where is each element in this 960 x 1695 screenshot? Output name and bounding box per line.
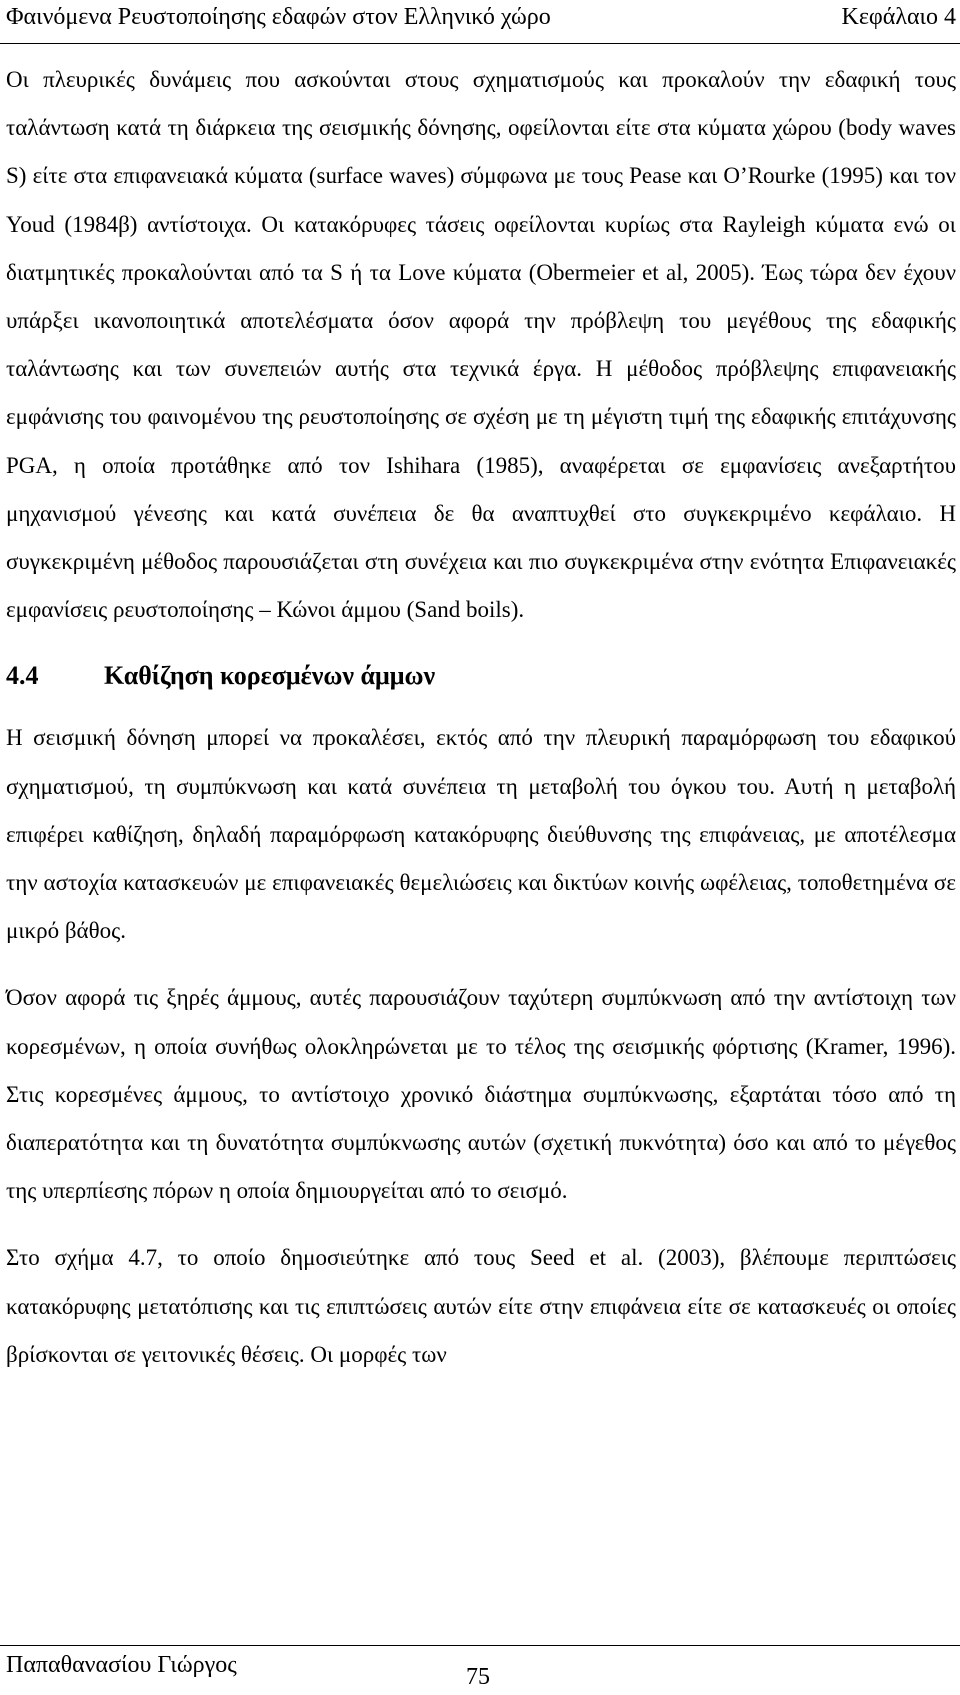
paragraph-figure-reference: Στο σχήμα 4.7, το οποίο δημοσιεύτηκε από τους Seed et al. (2003), βλέπουμε περιπτώσεις κατακόρυφης μετατόπισης και τις επιπτώσεις αυτών είτε στην επιφάνεια είτε σε κατασκευές οι οποίες βρίσκονται σε γειτονικές θέσεις. Οι μορφές των xyxy=(6,1245,956,1367)
footer-author: Παπαθανασίου Γιώργος xyxy=(6,1652,237,1678)
paragraph-gap xyxy=(0,1215,960,1234)
paragraph-lateral-forces: Οι πλευρικές δυνάμεις που ασκούνται στους σχηματισμούς και προκαλούν την εδαφική τους ταλάντωση κατά τη διάρκεια της σεισμικής δόνησης, οφείλονται είτε στα κύματα χώρου (body waves S) είτε στα επιφανειακά κύματα (surface waves) σύμφωνα με τους Pease και O’Rourke (1995) και τον Youd (1984β) αντίστοιχα. Οι κατακόρυφες τάσεις οφείλονται κυρίως στα Rayleigh κύματα ενώ οι διατμητικές προκαλούνται από τα S ή τα Love κύματα (Obermeier et al, 2005). Έως τώρα δεν έχουν υπάρξει ικανοποιητικά αποτελέσματα όσον αφορά την πρόβλεψη του μεγέθους της εδαφικής ταλάντωσης και των συνεπειών αυτής στα τεχνικά έργα. Η μέθοδος πρόβλεψης επιφανειακής εμφάνισης του φαινομένου της ρευστοποίησης σε σχέση με τη μέγιστη τιμή της εδαφικής επιτάχυνσης PGA, η οποία προτάθηκε από τον Ishihara (1985), αναφέρεται σε εμφανίσεις ανεξαρτήτου μηχανισμού γένεσης και κατά συνέπεια δε θα αναπτυχθεί στο συγκεκριμένο κεφάλαιο. Η συγκεκριμένη μέθοδος παρουσιάζεται στη συνέχεια και πιο συγκεκριμένα στην ενότητα Επιφανειακές εμφανίσεις ρευστοποίησης – Κώνοι άμμου (Sand boils). xyxy=(6,67,956,623)
paragraph-dry-sands: Όσον αφορά τις ξηρές άμμους, αυτές παρουσιάζουν ταχύτερη συμπύκνωση από την αντίστοιχη των κορεσμένων, η οποία συνήθως ολοκληρώνεται με το τέλος της σεισμικής φόρτισης (Kramer, 1996). Στις κορεσμένες άμμους, το αντίστοιχο χρονικό διάστημα συμπύκνωσης, εξαρτάται τόσο από τη διαπερατότητα και τη δυνατότητα συμπύκνωσης αυτών (σχετική πυκνότητα) όσο και από το μέγεθος της υπερπίεσης πόρων η οποία δημιουργείται από το σεισμό. xyxy=(6,985,956,1204)
page-number: 75 xyxy=(466,1664,490,1690)
header-title: Φαινόμενα Ρευστοποίησης εδαφών στον Ελληνικό χώρο xyxy=(6,4,551,30)
paragraph-gap xyxy=(0,955,960,974)
section-number: 4.4 xyxy=(6,661,39,691)
header-chapter: Κεφάλαιο 4 xyxy=(841,4,956,30)
page-content xyxy=(0,56,960,1379)
section-title: Καθίζηση κορεσμένων άμμων xyxy=(104,661,436,691)
paragraph-settlement: Η σεισμική δόνηση μπορεί να προκαλέσει, εκτός από την πλευρική παραμόρφωση του εδαφικού σχηματισμού, τη συμπύκνωση και κατά συνέπεια τη μεταβολή του όγκου του. Αυτή η μεταβολή επιφέρει καθίζηση, δηλαδή παραμόρφωση κατακόρυφης διεύθυνσης της επιφάνειας, με αποτέλεσμα την αστοχία κατασκευών με επιφανειακές θεμελιώσεις και δικτύων κοινής ωφέλειας, τοποθετημένα σε μικρό βάθος. xyxy=(6,725,956,944)
section-heading xyxy=(6,652,956,700)
page-footer xyxy=(0,1645,960,1695)
page-header xyxy=(0,0,960,44)
